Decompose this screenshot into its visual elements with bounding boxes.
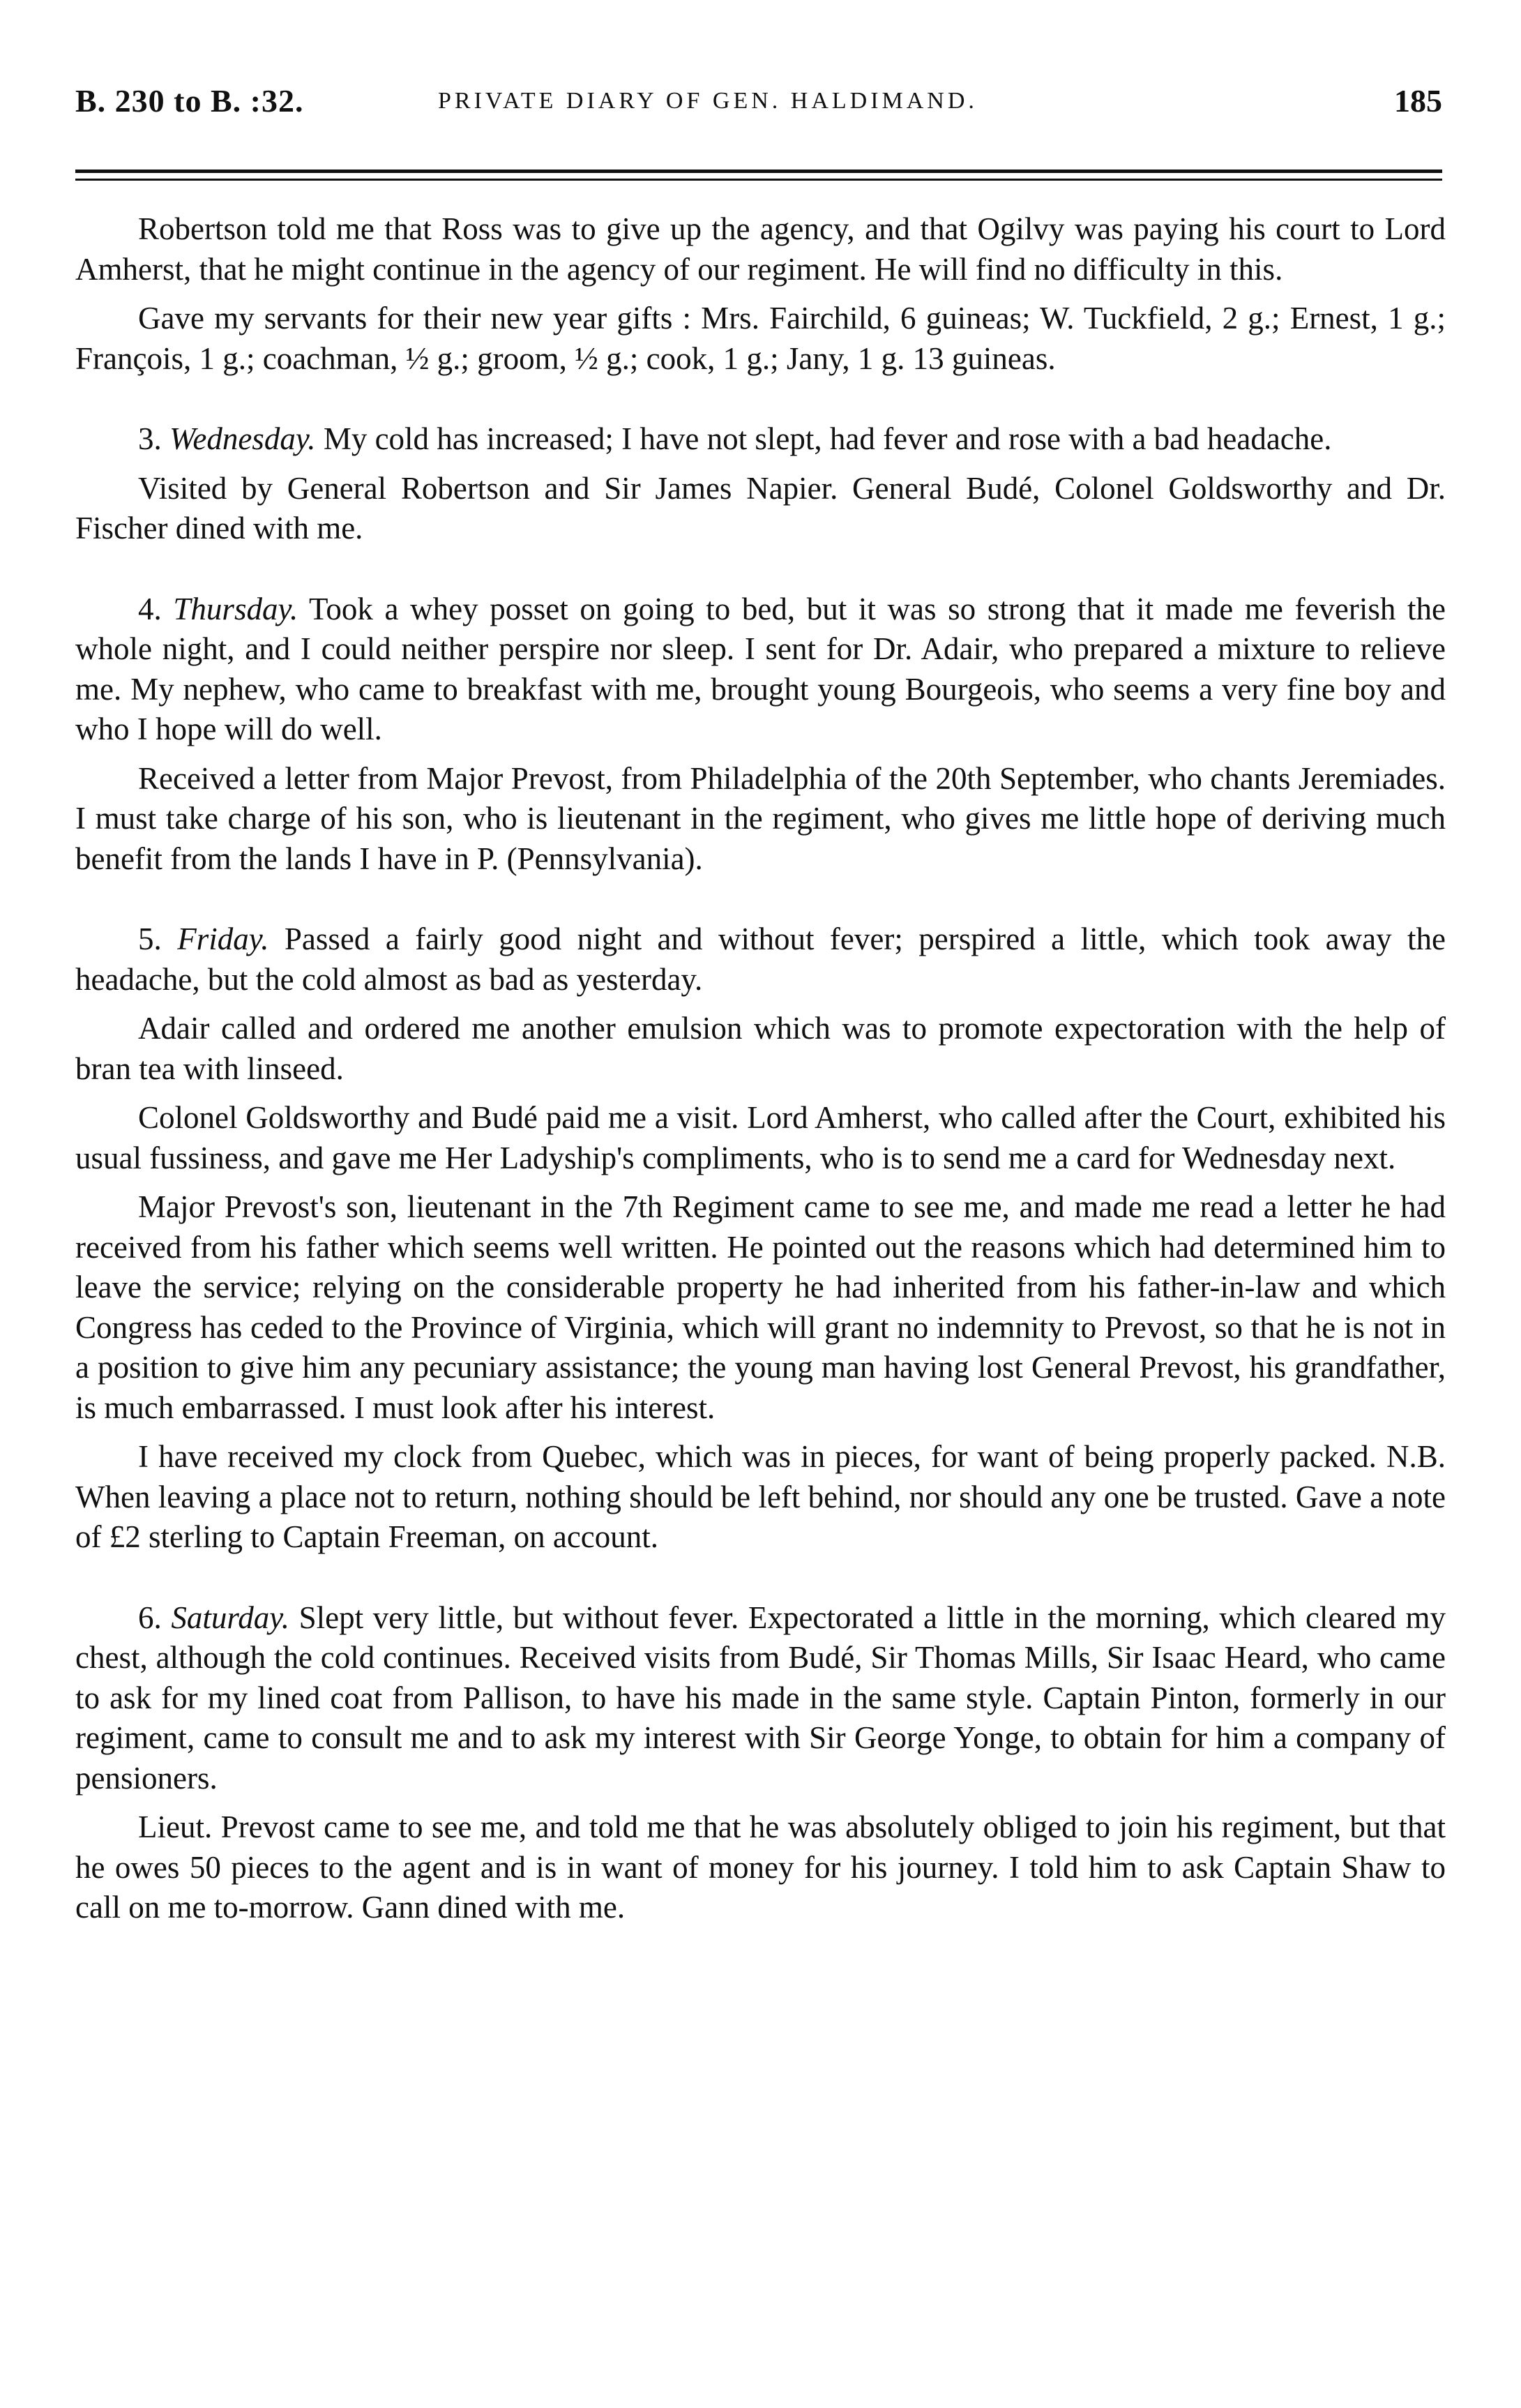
diary-entry xyxy=(75,589,1446,750)
paragraph-text: Lieut. Prevost came to see me, and told me that he was absolutely obliged to join his regiment, but that he owes 50 pieces to the agent and is in want of money for his journey. I told him to ask Captain Shaw to call on me to-morrow. Gann dined with me. xyxy=(75,1809,1446,1925)
entry-weekday: Thursday. xyxy=(173,591,298,626)
paragraph-text: Gave my servants for their new year gifts : Mrs. Fairchild, 6 guineas; W. Tuckfield, 2 g.; Ernest, 1 g.; François, 1 g.; coachman, ½ g.; groom, ½ g.; cook, 1 g.; Jany, 1 g. 13 guineas. xyxy=(75,301,1446,376)
paragraph-text: Passed a fairly good night and without fever; perspired a little, which took away the headache, but the cold almost as bad as yesterday. xyxy=(75,921,1446,997)
paragraph xyxy=(75,1187,1446,1428)
paragraph-text: Took a whey posset on going to bed, but it was so strong that it made me feverish the whole night, and I could neither perspire nor sleep. I sent for Dr. Adair, who prepared a mixture to relieve me. My nephew, who came to breakfast with me, brought young Bourgeois, who seems a very fine boy and who I hope will do well. xyxy=(75,591,1446,746)
entry-weekday: Wednesday. xyxy=(169,421,316,456)
paragraph xyxy=(75,1437,1446,1558)
diary-entry xyxy=(75,419,1446,460)
running-title: PRIVATE DIARY OF GEN. HALDIMAND. xyxy=(438,88,978,114)
paragraph-text: Received a letter from Major Prevost, from Philadelphia of the 20th September, who chants Jeremiades. I must take charge of his son, who is lieutenant in the regiment, who gives me little hope of deriving much benefit from the lands I have in P. (Pennsylvania). xyxy=(75,760,1446,876)
document-range: B. 230 to B. :32. xyxy=(75,83,304,119)
running-head xyxy=(75,82,1442,131)
paragraph xyxy=(75,1098,1446,1178)
paragraph-text: Visited by General Robertson and Sir James Napier. General Budé, Colonel Goldsworthy and Dr. Fischer dined with me. xyxy=(75,470,1446,545)
entry-day: 5. xyxy=(138,921,162,956)
header-rule xyxy=(75,170,1442,173)
entry-weekday: Friday. xyxy=(177,921,269,956)
paragraph xyxy=(75,759,1446,880)
diary-entry xyxy=(75,1598,1446,1799)
entry-weekday: Saturday. xyxy=(171,1600,289,1635)
paragraph-text: Major Prevost's son, lieutenant in the 7th Regiment came to see me, and made me read a letter he had received from his father which seems well written. He pointed out the reasons which had determined him to leave the service; relying on the considerable property he had inherited from his father-in-law and which Congress has ceded to the Province of Virginia, which will grant no indemnity to Prevost, so that he is not in a position to give him any pecuniary assistance; the young man having lost General Prevost, his grandfather, is much embarrassed. I must look after his interest. xyxy=(75,1189,1446,1425)
paragraph-text: My cold has increased; I have not slept, had fever and rose with a bad headache. xyxy=(323,421,1332,456)
diary-text xyxy=(75,209,1446,1928)
paragraph xyxy=(75,299,1446,379)
paragraph-text: Slept very little, but without fever. Expectorated a little in the morning, which cleared my chest, although the cold continues. Received visits from Budé, Sir Thomas Mills, Sir Isaac Heard, who came to ask for my lined coat from Pallison, to have his made in the same style. Captain Pinton, formerly in our regiment, came to consult me and to ask my interest with Sir George Yonge, to obtain for him a company of pensioners. xyxy=(75,1600,1446,1796)
entry-day: 6. xyxy=(138,1600,162,1635)
entry-day: 4. xyxy=(138,591,162,626)
header-rule xyxy=(75,179,1442,181)
page-number: 185 xyxy=(1394,83,1442,119)
paragraph xyxy=(75,209,1446,289)
paragraph xyxy=(75,1009,1446,1089)
paragraph-text: Adair called and ordered me another emulsion which was to promote expectoration with the help of bran tea with linseed. xyxy=(75,1011,1446,1086)
paragraph xyxy=(75,1807,1446,1928)
entry-day: 3. xyxy=(138,421,162,456)
diary-entry xyxy=(75,919,1446,1000)
paragraph-text: Colonel Goldsworthy and Budé paid me a visit. Lord Amherst, who called after the Court, exhibited his usual fussiness, and gave me Her Ladyship's compliments, who is to send me a card for Wednesday next. xyxy=(75,1100,1446,1175)
paragraph-text: Robertson told me that Ross was to give up the agency, and that Ogilvy was paying his court to Lord Amherst, that he might continue in the agency of our regiment. He will find no difficulty in this. xyxy=(75,211,1446,287)
paragraph-text: I have received my clock from Quebec, which was in pieces, for want of being properly packed. N.B. When leaving a place not to return, nothing should be left behind, nor should any one be trusted. Gave a note of £2 sterling to Captain Freeman, on account. xyxy=(75,1439,1446,1554)
paragraph xyxy=(75,469,1446,549)
